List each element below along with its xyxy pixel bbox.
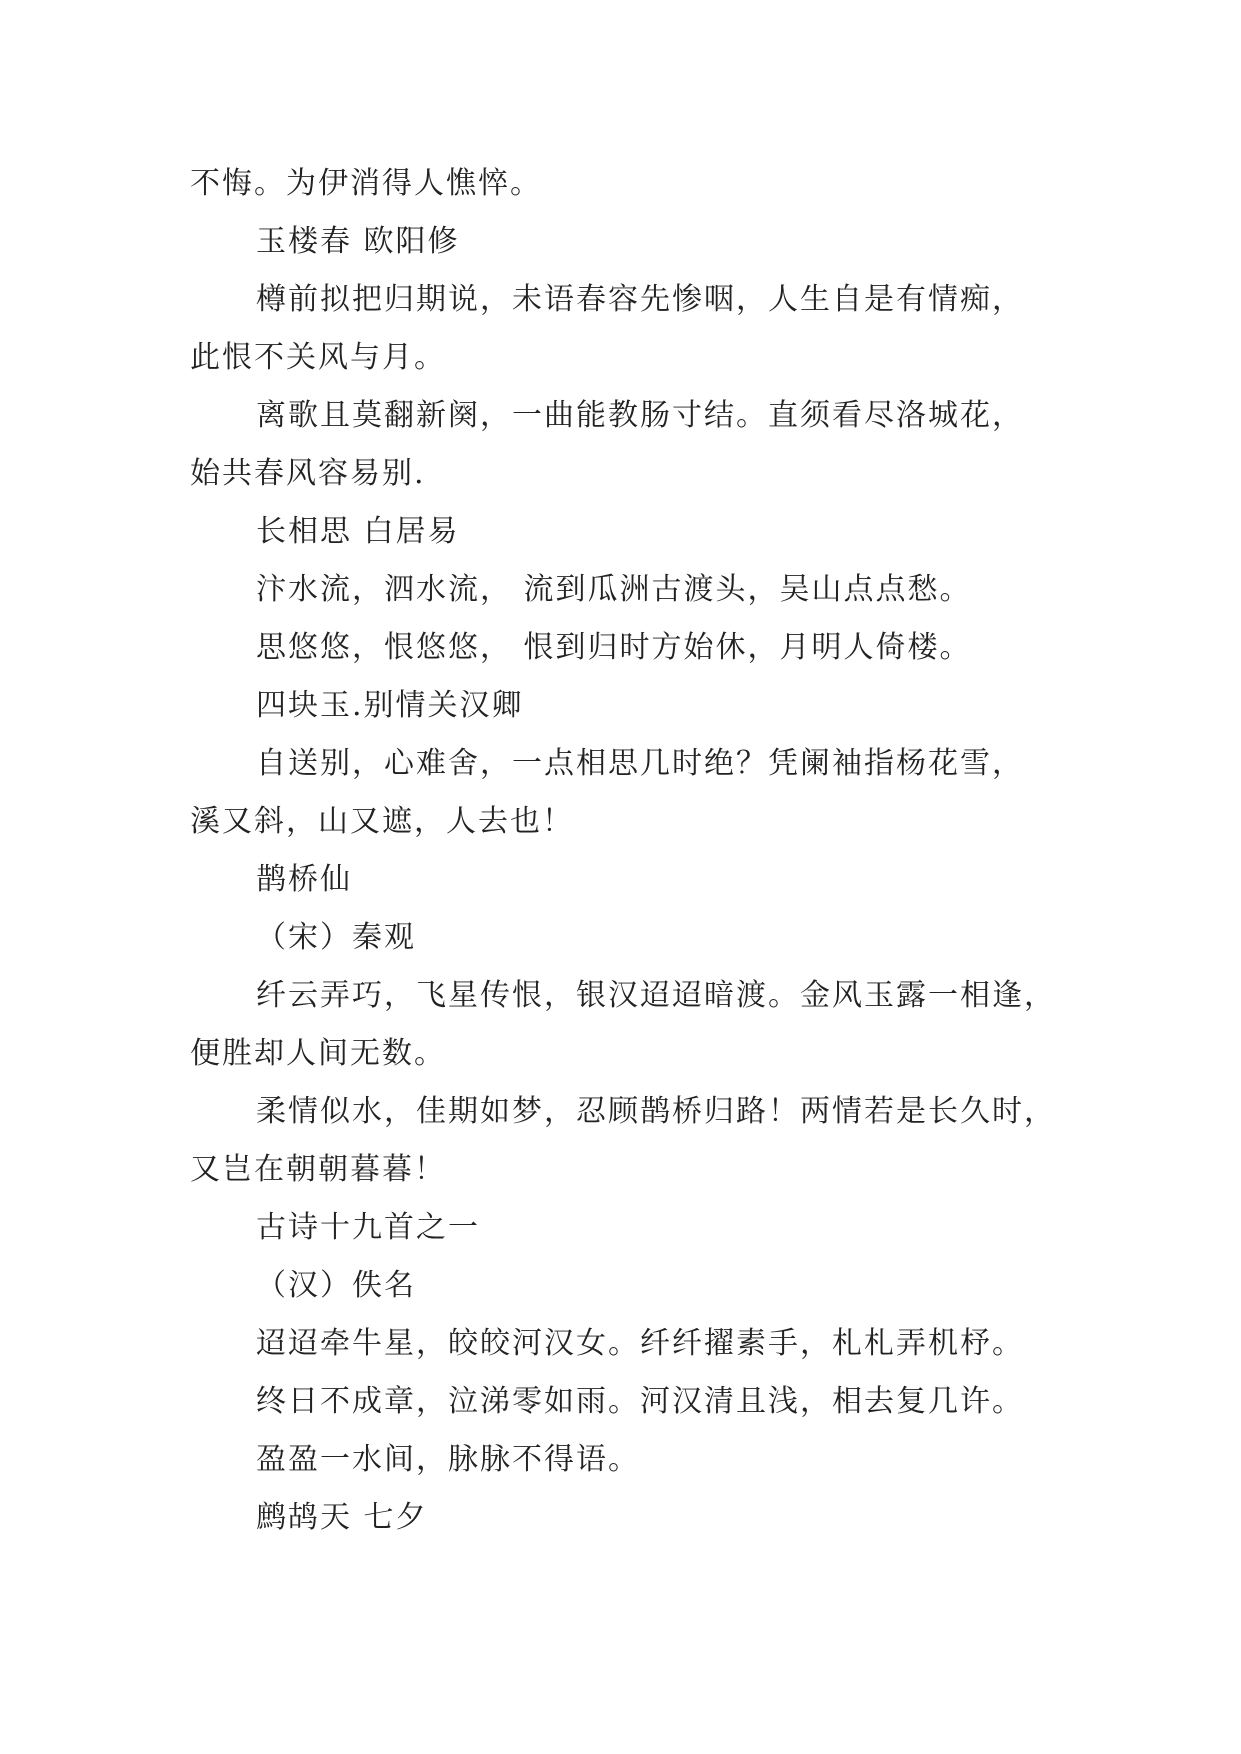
text-line: 始共春风容易别. [190,456,426,491]
poem-title-line: 鹊桥仙 [256,862,352,897]
poem-title-line: 玉楼春 欧阳修 [256,224,460,259]
poem-title-line: 四块玉.别情关汉卿 [256,688,524,723]
text-line: 终日不成章，泣涕零如雨。河汉清且浅，相去复几许。 [256,1384,1024,1419]
text-line: 纤云弄巧，飞星传恨，银汉迢迢暗渡。金风玉露一相逢， [256,978,1056,1013]
author-line: （宋）秦观 [256,920,416,955]
text-line: 不悔。为伊消得人憔悴。 [190,166,542,201]
author-line: （汉）佚名 [256,1268,416,1303]
text-line: 盈盈一水间，脉脉不得语。 [256,1442,640,1477]
text-line: 迢迢牵牛星，皎皎河汉女。纤纤擢素手，札札弄机杼。 [256,1326,1024,1361]
text-line: 离歌且莫翻新阕，一曲能教肠寸结。直须看尽洛城花， [256,398,1024,433]
text-line: 樽前拟把归期说，未语春容先惨咽，人生自是有情痴， [256,282,1024,317]
text-line: 自送别，心难舍，一点相思几时绝？凭阑袖指杨花雪， [256,746,1024,781]
text-line: 柔情似水，佳期如梦，忍顾鹊桥归路！两情若是长久时， [256,1094,1056,1129]
poem-title-line: 长相思 白居易 [256,514,460,549]
text-line: 此恨不关风与月。 [190,340,446,375]
text-line: 溪又斜，山又遮，人去也！ [190,804,574,839]
poem-title-line: 古诗十九首之一 [256,1210,480,1245]
poem-title-line: 鹧鸪天 七夕 [256,1500,428,1535]
text-line: 又岂在朝朝暮暮！ [190,1152,446,1187]
text-line: 便胜却人间无数。 [190,1036,446,1071]
text-line: 思悠悠，恨悠悠， 恨到归时方始休，月明人倚楼。 [256,630,972,665]
poem-text-body [190,155,1070,1547]
text-line: 汴水流，泗水流， 流到瓜洲古渡头，吴山点点愁。 [256,572,972,607]
